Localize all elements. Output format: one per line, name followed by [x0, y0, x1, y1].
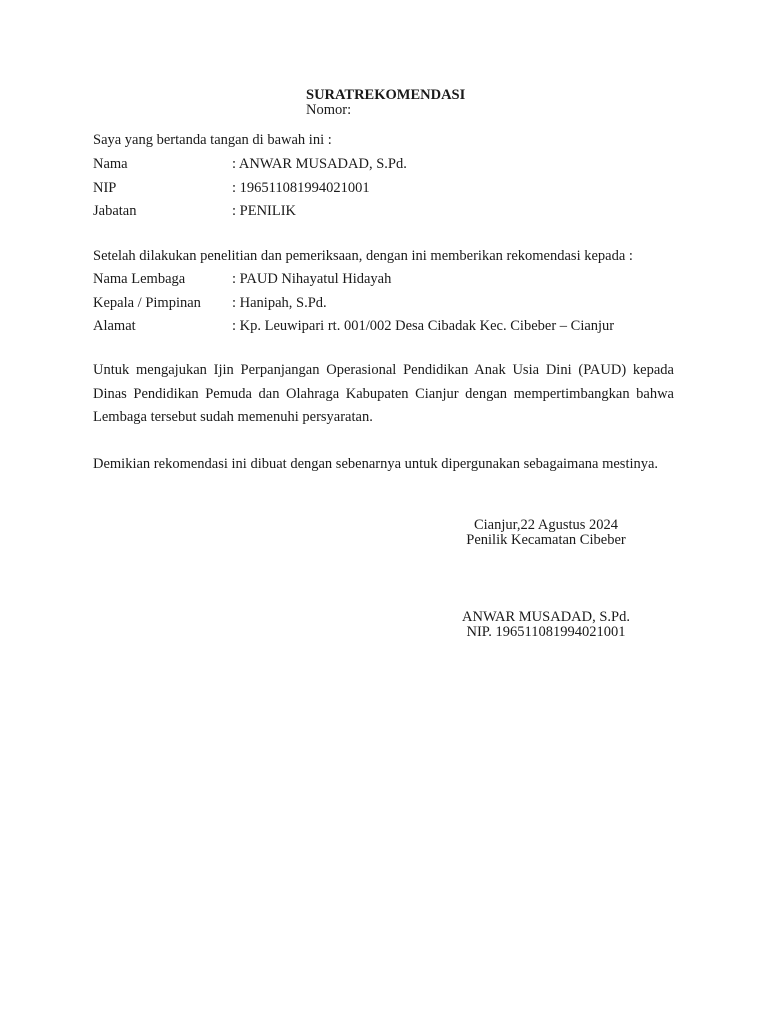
field-value: : ANWAR MUSADAD, S.Pd. [232, 156, 407, 172]
letter-number: Nomor: [306, 102, 352, 118]
letter-title: SURATREKOMENDASI [306, 87, 466, 103]
signature-name: ANWAR MUSADAD, S.Pd. [462, 609, 630, 625]
field-label: Jabatan [93, 203, 137, 219]
signature-place-date: Cianjur,22 Agustus 2024 [473, 517, 619, 533]
field-value: : 196511081994021001 [232, 180, 370, 196]
closing-text: Demikian rekomendasi ini dibuat dengan sebenarnya untuk dipergunakan sebagaimana mestinya. [93, 456, 659, 472]
signature-nip: NIP. 196511081994021001 [466, 624, 626, 640]
field-value: : PAUD Nihayatul Hidayah [232, 271, 392, 287]
intro-text: Saya yang bertanda tangan di bawah ini : [93, 132, 332, 148]
field-label: Alamat [93, 318, 136, 334]
field-value: : PENILIK [232, 203, 297, 219]
signature-position: Penilik Kecamatan Cibeber [466, 532, 626, 548]
field-label: Nama Lembaga [93, 271, 186, 287]
field-label: Nama [93, 156, 128, 172]
field-label: Kepala / Pimpinan [93, 295, 201, 311]
field-label: NIP [93, 180, 117, 196]
field-value: : Hanipah, S.Pd. [232, 295, 327, 311]
recommend-intro-text: Setelah dilakukan penelitian dan pemeriksaan, dengan ini memberikan rekomendasi kepada : [93, 248, 633, 264]
purpose-paragraph: Untuk mengajukan Ijin Perpanjangan Operasional Pendidikan Anak Usia Dini (PAUD) kepada Dinas Pendidikan Pemuda dan Olahraga Kabupaten Cianjur dengan mempertimbangkan bahwa Lembaga tersebut sudah memenuhi persyaratan. [93, 362, 674, 425]
field-value: : Kp. Leuwipari rt. 001/002 Desa Cibadak Kec. Cibeber – Cianjur [232, 318, 615, 334]
